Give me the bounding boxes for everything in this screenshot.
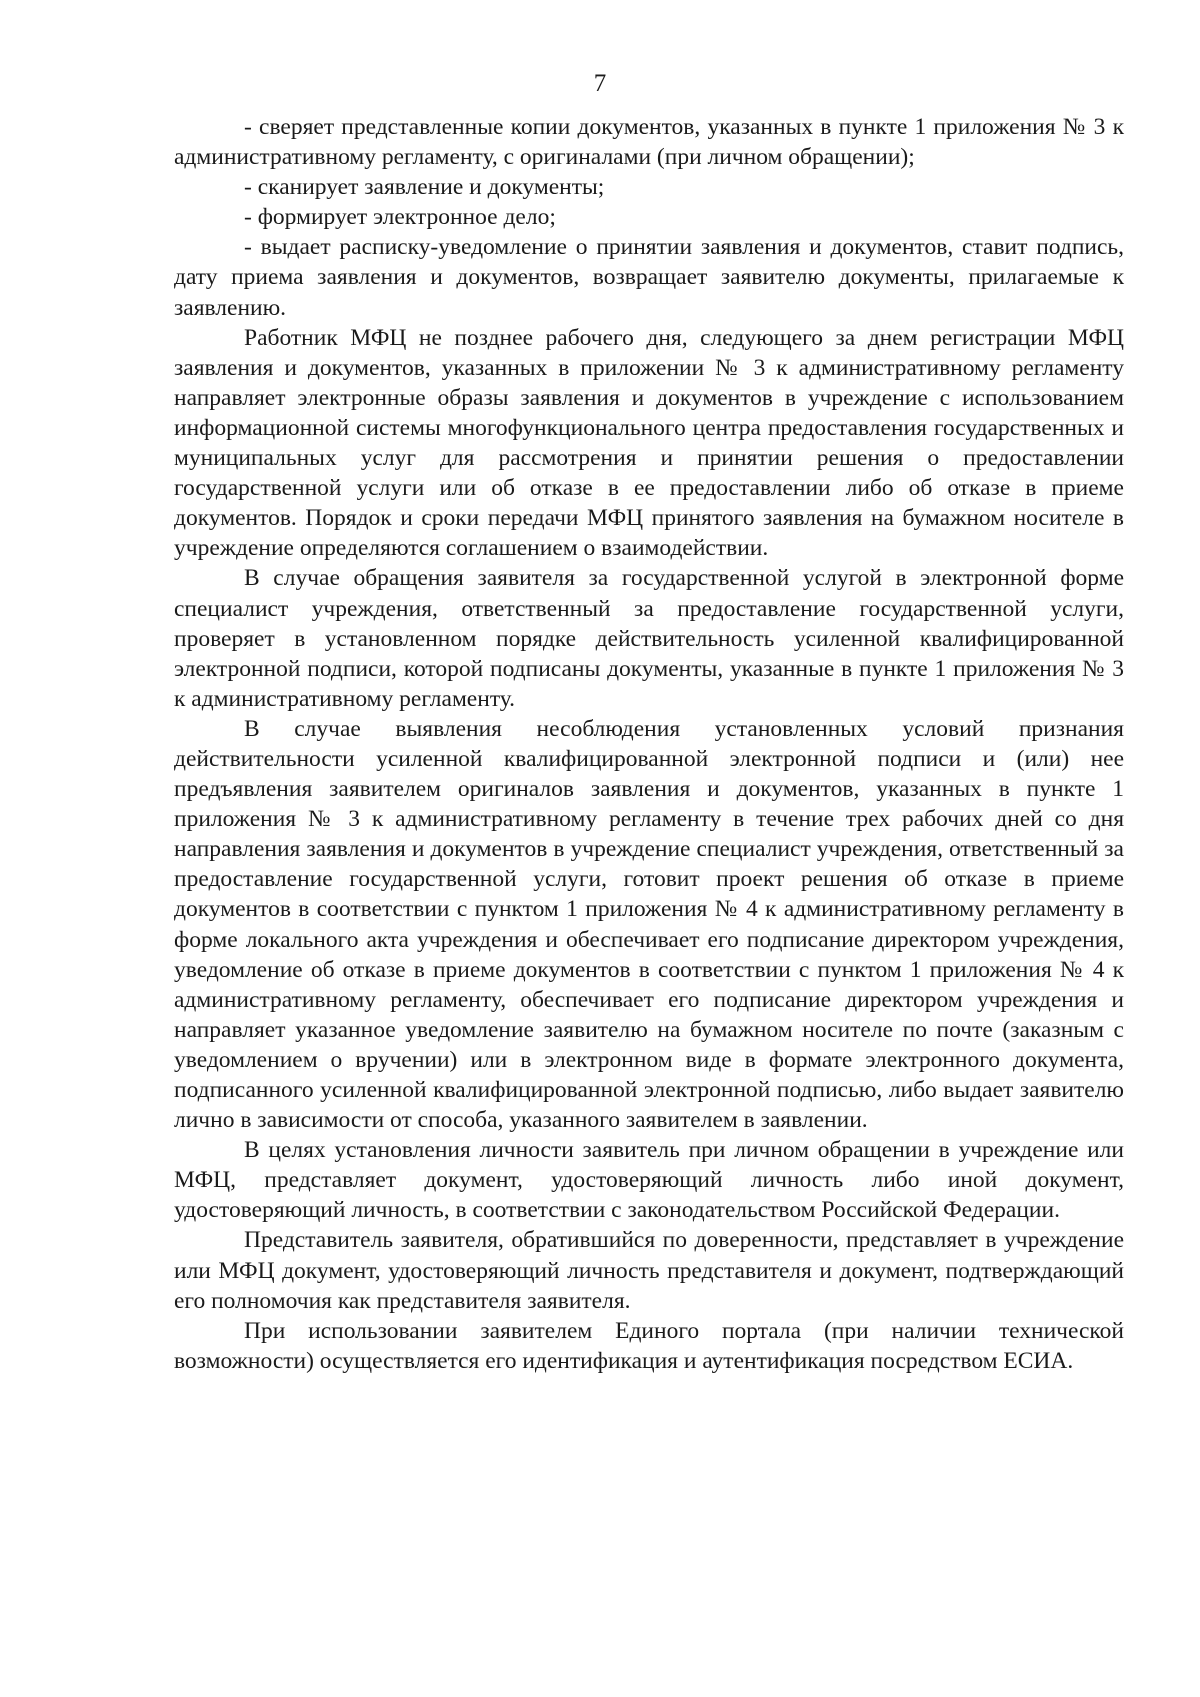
paragraph: - сверяет представленные копии документов, указанных в пункте 1 приложения № 3 к административному регламенту, с оригиналами (при личном обращении); <box>174 114 1124 171</box>
paragraph: В целях установления личности заявитель при личном обращении в учреждение или МФЦ, представляет документ, удостоверяющий личность либо иной документ, удостоверяющий личность, в соответствии с законодательством Российской Федерации. <box>174 1137 1124 1224</box>
page-number: 7 <box>593 70 607 97</box>
paragraph: - формирует электронное дело; <box>244 204 556 231</box>
document-body <box>174 112 1124 1376</box>
paragraph: При использовании заявителем Единого портала (при наличии технической возможности) осуществляется его идентификация и аутентификация посредством ЕСИА. <box>174 1317 1124 1374</box>
paragraph: Представитель заявителя, обратившийся по доверенности, представляет в учреждение или МФЦ документ, удостоверяющий личность представителя и документ, подтверждающий его полномочия как представителя заявителя. <box>174 1227 1124 1314</box>
paragraph: В случае выявления несоблюдения установленных условий признания действительности усиленной квалифицированной электронной подписи и (или) нее предъявления заявителем оригиналов заявления и документов, указанных в пункте 1 приложения № 3 к административному регламенту в течение трех рабочих дней со дня направления заявления и документов в учреждение специалист учреждения, ответственный за предоставление государственной услуги, готовит проект решения об отказе в приеме документов в соответствии с пунктом 1 приложения № 4 к административному регламенту в форме локального акта учреждения и обеспечивает его подписание директором учреждения, уведомление об отказе в приеме документов в соответствии с пунктом 1 приложения № 4 к административному регламенту, обеспечивает его подписание директором учреждения и направляет указанное уведомление заявителю на бумажном носителе по почте (заказным с уведомлением о вручении) или в электронном виде в формате электронного документа, подписанного усиленной квалифицированной электронной подписью, либо выдает заявителю лично в зависимости от способа, указанного заявителем в заявлении. <box>174 715 1124 1134</box>
paragraph: - выдает расписку-уведомление о принятии заявления и документов, ставит подпись, дату приема заявления и документов, возвращает заявителю документы, прилагаемые к заявлению. <box>174 234 1124 321</box>
paragraph: В случае обращения заявителя за государственной услугой в электронной форме специалист учреждения, ответственный за предоставление государственной услуги, проверяет в установленном порядке действительность усиленной квалифицированной электронной подписи, которой подписаны документы, указанные в пункте 1 приложения № 3 к административному регламенту. <box>174 565 1124 712</box>
paragraph: - сканирует заявление и документы; <box>244 174 605 201</box>
paragraph: Работник МФЦ не позднее рабочего дня, следующего за днем регистрации МФЦ заявления и документов, указанных в приложении № 3 к административному регламенту направляет электронные образы заявления и документов в учреждение с использованием информационной системы многофункционального центра предоставления государственных и муниципальных услуг для рассмотрения и принятии решения о предоставлении государственной услуги или об отказе в ее предоставлении либо об отказе в приеме документов. Порядок и сроки передачи МФЦ принятого заявления на бумажном носителе в учреждение определяются соглашением о взаимодействии. <box>174 324 1124 562</box>
